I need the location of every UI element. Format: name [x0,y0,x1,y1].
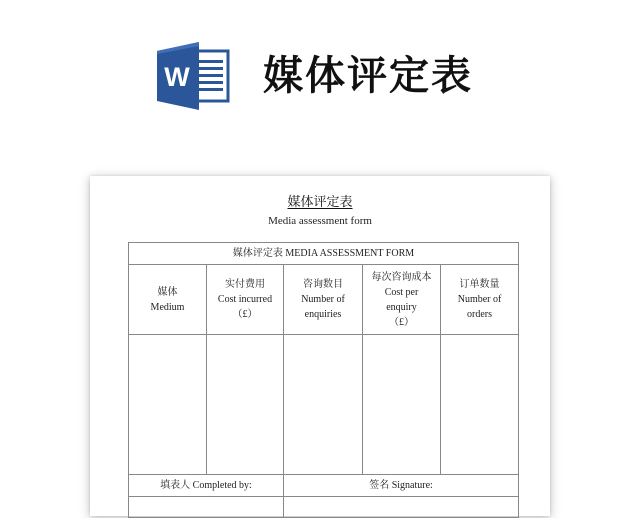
word-logo-letter: W [164,62,190,92]
completed-by-field[interactable]: 填表人 Completed by: [129,475,284,497]
column-header-medium [129,265,207,335]
column-header-cost-incurred [207,265,284,335]
column-header-line: Number of [457,294,502,305]
column-header-line: enquiry [386,301,417,313]
column-header-number-of-enquiries [284,265,363,335]
column-header-line: Cost per [384,286,419,298]
column-header-line: Medium [150,301,185,313]
column-header-line: Number of [301,294,345,305]
media-assessment-table [128,242,519,518]
column-header-line: 咨询数目 [303,279,343,290]
column-header-line: 每次咨询成本 [371,271,432,283]
column-header-line: Cost incurred [217,294,273,305]
document-title: 媒体评定表 [287,195,353,210]
banner-title: 媒体评定表 [263,53,473,99]
table-cell-cost-per-enquiry[interactable] [363,335,441,475]
table-cell-number-of-orders[interactable] [441,335,519,475]
column-header-line: 订单数量 [459,279,500,290]
document-subtitle: Media assessment form [268,215,372,227]
table-header-row [129,265,519,335]
word-document-icon [157,42,231,110]
document-page [90,176,550,516]
table-cell-cost-incurred[interactable] [207,335,284,475]
column-header-line: （£） [389,316,414,328]
table-cell-medium[interactable] [129,335,207,475]
column-header-line: enquiries [304,309,342,320]
table-row [129,335,519,475]
banner [0,0,640,150]
column-header-line: orders [467,309,493,320]
table-cell-number-of-enquiries[interactable] [284,335,363,475]
column-header-number-of-orders [441,265,519,335]
column-header-cost-per-enquiry [363,265,441,335]
column-header-line: 实付费用 [225,279,265,290]
signature-row [129,475,519,497]
column-header-line: 媒体 [157,286,178,298]
signature-field[interactable]: 签名 Signature: [284,475,519,497]
column-header-line: （£） [232,309,258,320]
table-caption: 媒体评定表 MEDIA ASSESSMENT FORM [129,243,519,265]
